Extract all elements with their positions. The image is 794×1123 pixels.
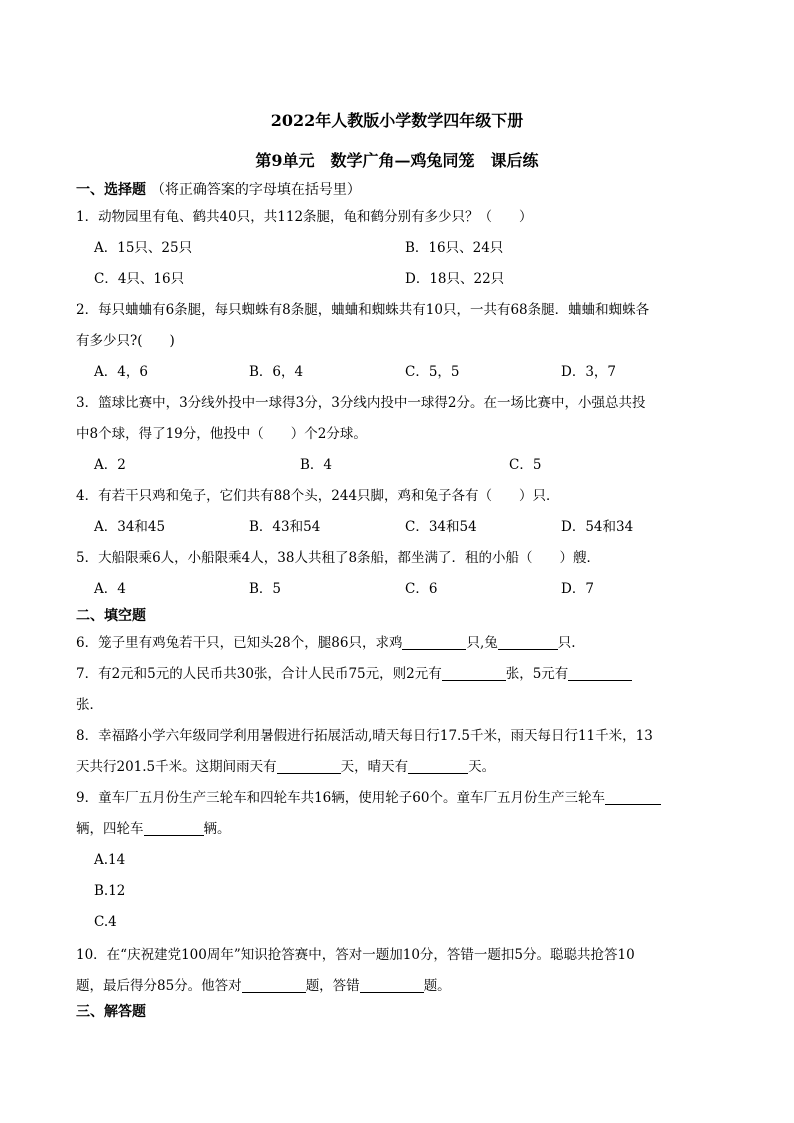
q7-text-a: 7．有2元和5元的人民币共30张，合计人民币75元，则2元有 xyxy=(76,666,442,682)
q7-text-c: 张． xyxy=(76,697,103,713)
question-2-line-2: 有多少只?( ) xyxy=(76,333,175,349)
question-6 xyxy=(76,634,576,652)
q9-blank-tricycle[interactable] xyxy=(605,790,661,805)
q3-option-b: B．4 xyxy=(300,457,333,473)
q5-option-a: A．4 xyxy=(94,581,126,597)
section-choice-label: 一、选择题 xyxy=(76,182,146,198)
q7-blank-five-yuan[interactable] xyxy=(568,666,632,681)
q9-text-b: 辆，四轮车 xyxy=(76,821,144,837)
q9-text-c: 辆。 xyxy=(203,821,231,837)
q1-option-c: C．4只、16只 xyxy=(94,271,185,287)
q3-option-c: C．5 xyxy=(509,457,542,473)
q2-option-a: A．4，6 xyxy=(94,364,148,380)
q8-text-a: 天共行201.5千米。这期间雨天有 xyxy=(76,759,277,775)
question-3-line-2: 中8个球，得了19分，他投中（ ）个2分球。 xyxy=(76,426,367,442)
q5-option-d: D．7 xyxy=(561,581,594,597)
q4-option-c: C．34和54 xyxy=(405,519,477,535)
q9-option-c: C.4 xyxy=(94,914,117,930)
q8-text-b: 天，晴天有 xyxy=(340,759,409,775)
q5-option-c: C．6 xyxy=(405,581,438,597)
q4-option-d: D．54和34 xyxy=(561,519,634,535)
q6-text-b: 只,兔 xyxy=(466,635,498,651)
question-7-line-1 xyxy=(76,665,632,683)
q1-option-b: B．16只、24只 xyxy=(405,240,504,256)
q8-blank-sunny[interactable] xyxy=(408,759,468,774)
q7-text-b: 张，5元有 xyxy=(505,666,569,682)
q9-blank-four-wheeler[interactable] xyxy=(144,821,204,836)
q2-option-c: C．5，5 xyxy=(405,364,460,380)
q9-text-a: 9．童车厂五月份生产三轮车和四轮车共16辆，使用轮子60个。童车厂五月份生产三轮车 xyxy=(76,790,605,806)
q10-text-a: 题，最后得分85分。他答对 xyxy=(76,978,242,994)
q5-option-b: B．5 xyxy=(249,581,282,597)
q7-blank-two-yuan[interactable] xyxy=(442,666,506,681)
q10-blank-wrong[interactable] xyxy=(360,978,424,993)
q3-option-a: A．2 xyxy=(94,457,126,473)
q1-option-a: A．15只、25只 xyxy=(94,240,193,256)
question-10-line-1: 10．在“庆祝建党100周年”知识抢答赛中，答对一题加10分，答错一题扣5分。聪聪共抢答10 xyxy=(76,947,635,963)
question-3-line-1: 3．篮球比赛中，3分线外投中一球得3分，3分线内投中一球得2分。在一场比赛中，小强总共投 xyxy=(76,395,646,411)
question-9-line-2 xyxy=(76,820,231,838)
q4-option-a: A．34和45 xyxy=(94,519,166,535)
q8-blank-rainy[interactable] xyxy=(277,759,341,774)
q2-option-b: B．6，4 xyxy=(249,364,304,380)
section-solve-heading: 三、解答题 xyxy=(76,1004,146,1020)
question-2-line-1: 2．每只蛐蛐有6条腿，每只蜘蛛有8条腿，蛐蛐和蜘蛛共有10只，一共有68条腿．蛐蛐和蜘蛛各 xyxy=(76,302,650,318)
question-8-line-1: 8．幸福路小学六年级同学利用暑假进行拓展活动,晴天每日行17.5千米，雨天每日行11千米，13 xyxy=(76,728,653,744)
question-8-line-2 xyxy=(76,758,495,776)
question-1-text: 1．动物园里有龟、鹤共40只，共112条腿，龟和鹤分别有多少只？（ ） xyxy=(76,209,533,225)
q9-option-a: A.14 xyxy=(94,852,126,868)
q9-option-b: B.12 xyxy=(94,883,126,899)
q10-text-b: 题，答错 xyxy=(305,978,360,994)
document-title: 2022年人教版小学数学四年级下册 xyxy=(270,111,524,130)
question-5-text: 5．大船限乘6人，小船限乘4人，38人共租了8条船，都坐满了．租的小船（ ）艘． xyxy=(76,550,601,566)
q6-text-c: 只. xyxy=(557,635,576,651)
section-choice-hint: （将正确答案的字母填在括号里） xyxy=(150,182,361,198)
question-9-line-1 xyxy=(76,789,661,807)
q6-blank-rabbit[interactable] xyxy=(498,635,558,650)
q10-blank-correct[interactable] xyxy=(242,978,306,993)
section-fill-heading: 二、填空题 xyxy=(76,608,146,624)
q2-option-d: D．3，7 xyxy=(561,364,617,380)
q6-text-a: 6．笼子里有鸡兔若干只，已知头28个，腿86只，求鸡 xyxy=(76,635,403,651)
section-choice-heading xyxy=(76,181,361,199)
q4-option-b: B．43和54 xyxy=(249,519,321,535)
q8-text-c: 天。 xyxy=(468,759,496,775)
q10-text-c: 题。 xyxy=(423,978,451,994)
question-4-text: 4．有若干只鸡和兔子，它们共有88个头，244只脚，鸡和兔子各有（ ）只． xyxy=(76,488,560,504)
q1-option-d: D．18只、22只 xyxy=(405,271,505,287)
q6-blank-chicken[interactable] xyxy=(402,635,466,650)
question-10-line-2 xyxy=(76,977,451,995)
document-subtitle: 第9单元 数学广角—鸡兔同笼 课后练 xyxy=(255,151,539,170)
